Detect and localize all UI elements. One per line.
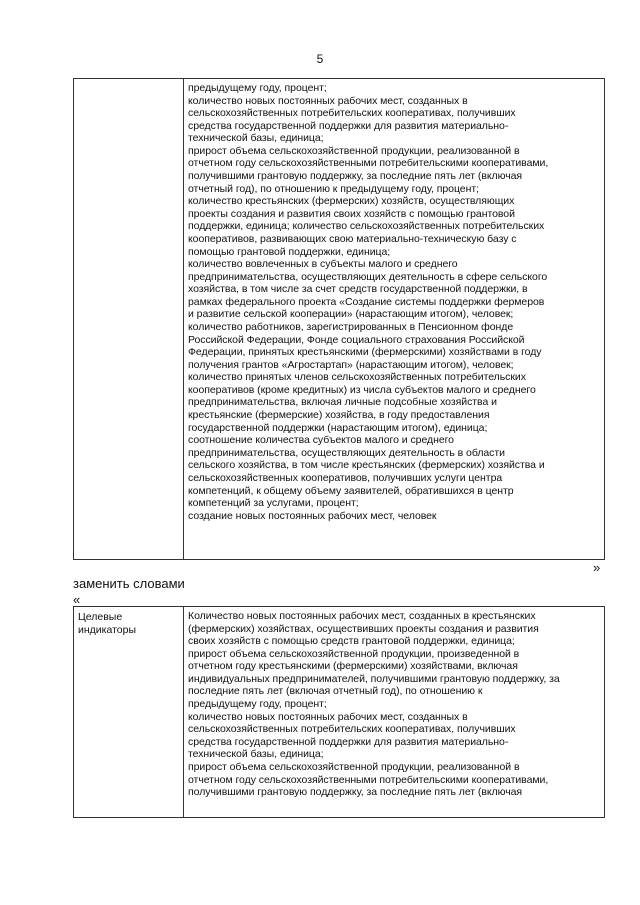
text-line: количество вовлеченных в субъекты малого и среднего [188,258,458,271]
text-line: технической базы, единица; [188,748,324,761]
text-line: средства государственной поддержки для развития материально- [188,119,509,132]
indicators-table-old [73,78,605,560]
text-line: отчетном году крестьянскими (фермерскими) хозяйствами, включая [188,660,518,673]
text-line: предпринимательства, включая личные подсобные хозяйства и [188,396,497,409]
text-line: рамках федерального проекта «Создание системы поддержки фермеров [188,295,545,308]
text-line: количество принятых членов сельскохозяйственных потребительских [188,371,526,384]
text-line: получившими грантовую поддержку, за последние пять лет (включая [188,786,523,799]
text-line: сельского хозяйства, в том числе крестьянских (фермерских) хозяйства и [188,459,545,472]
page-number: 5 [316,52,324,66]
text-line: отчетном году сельскохозяйственными потребительскими кооперативами, [188,773,549,786]
replace-with-heading: заменить словами [73,576,185,591]
text-line: поддержки, единица; количество сельскохозяйственных потребительских [188,220,545,233]
text-line: предыдущему году, процент; [188,82,327,94]
closing-quote: » [593,560,601,575]
text-line: помощью грантовой поддержки, единица; [188,245,391,258]
text-line: предпринимательства, осуществляющих деятельность в сфере сельского [188,270,548,283]
text-line: создание новых постоянных рабочих мест, человек [188,509,437,522]
text-line: количество новых постоянных рабочих мест, созданных в [188,94,468,107]
text-line: Российской Федерации, Фонде социального страхования Российской [188,333,525,346]
text-line: соотношение количества субъектов малого и среднего [188,434,454,447]
text-line: последние пять лет (включая отчетный год), по отношению к [188,685,483,698]
text-line: Количество новых постоянных рабочих мест, созданных в крестьянских [188,610,536,622]
text-line: своих хозяйств с помощью средств грантовой поддержки, единица; [188,635,515,648]
text-line: предпринимательства, осуществляющих деятельность в области [188,446,505,459]
text-line: хозяйства, в том числе за счет средств государственной поддержки, в [188,283,528,296]
text-line: средства государственной поддержки для развития материально- [188,735,509,748]
label-line: индикаторы [78,623,137,636]
indicators-table-new [73,606,605,818]
table-text-cell [184,607,604,817]
text-line: получившими грантовую поддержку, за последние пять лет (включая [188,170,523,183]
text-line: количество крестьянских (фермерских) хозяйств, осуществляющих [188,195,515,208]
table-label-cell [74,607,184,817]
text-line: сельскохозяйственных кооперативов, получивших услуги центра [188,471,503,484]
text-line: кооперативов (кроме кредитных) из числа субъектов малого и среднего [188,383,536,396]
text-line: отчетный год), по отношению к предыдущему году, процент; [188,182,479,195]
text-line: сельскохозяйственных потребительских кооперативах, получивших [188,723,516,736]
text-line: и развитие сельской кооперации» (нарастающим итогом), человек; [188,308,514,321]
text-line: крестьянские (фермерские) хозяйства, в году предоставления [188,409,490,422]
label-line: Целевые [78,611,123,623]
text-line: прирост объема сельскохозяйственной продукции, произведенной в [188,647,520,660]
text-line: компетенций за услугами, процент; [188,497,359,510]
text-line: количество работников, зарегистрированных в Пенсионном фонде [188,320,514,333]
text-line: проекты создания и развития своих хозяйств с помощью грантовой [188,207,515,220]
text-line: предыдущему году, процент; [188,698,327,711]
text-line: прирост объема сельскохозяйственной продукции, реализованной в [188,760,520,773]
text-line: индивидуальных предпринимателей, получившими грантовую поддержку, за [188,672,560,685]
text-line: государственной поддержки (нарастающим итогом), единица; [188,421,488,434]
text-line: (фермерских) хозяйствах, осуществивших проекты создания и развития [188,622,539,635]
table-text-cell [184,79,604,559]
text-line: получения грантов «Агростартап» (нарастающим итогом), человек; [188,358,514,371]
opening-quote: « [73,592,81,607]
text-line: кооперативов, развивающих свою материально-техническую базу с [188,232,517,245]
text-line: количество новых постоянных рабочих мест, созданных в [188,710,468,723]
text-line: сельскохозяйственных потребительских кооперативах, получивших [188,107,516,120]
text-line: Федерации, принятых крестьянскими (фермерскими) хозяйствами в году [188,346,542,359]
text-line: отчетном году сельскохозяйственными потребительскими кооперативами, [188,157,549,170]
table-label-cell [74,79,184,559]
text-line: компетенций, к общему объему заявителей, обратившихся в центр [188,484,514,497]
text-line: технической базы, единица; [188,132,324,145]
text-line: прирост объема сельскохозяйственной продукции, реализованной в [188,144,520,157]
